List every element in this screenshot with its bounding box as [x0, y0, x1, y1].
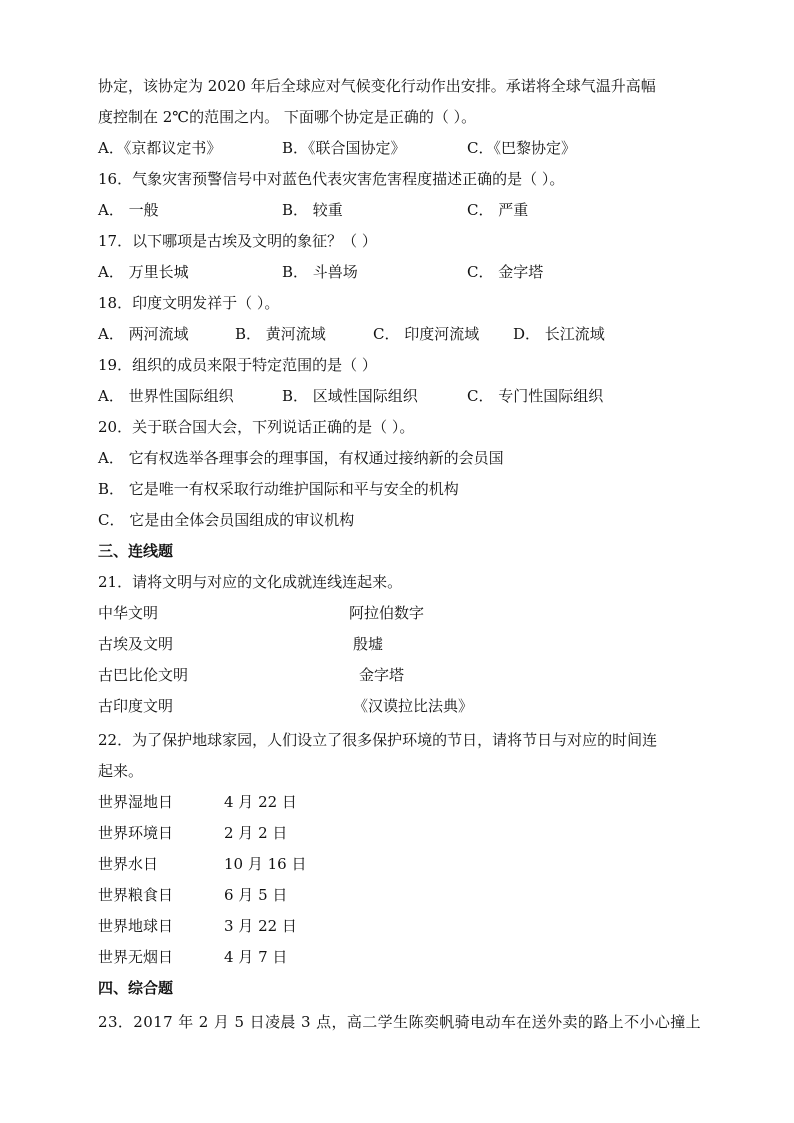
- q21-right-item: 《汉谟拉比法典》: [353, 697, 474, 715]
- q21-right-item: 殷墟: [353, 635, 384, 653]
- q22-right-item: 10 月 16 日: [224, 855, 307, 873]
- q17-stem: 17．以下哪项是古埃及文明的象征？（ ）: [98, 232, 377, 250]
- q17-option-a: A． 万里长城: [98, 263, 189, 281]
- q22-right-item: 6 月 5 日: [224, 886, 288, 904]
- q22-left-item: 世界无烟日: [98, 948, 174, 966]
- q21-left-item: 古埃及文明: [98, 635, 174, 653]
- q22-right-item: 2 月 2 日: [224, 824, 288, 842]
- q21-stem: 21．请将文明与对应的文化成就连线连起来。: [98, 573, 403, 591]
- q22-right-item: 4 月 22 日: [224, 793, 297, 811]
- q20-option-b: B． 它是唯一有权采取行动维护国际和平与安全的机构: [98, 480, 459, 498]
- q15-stem-line1: 协定，该协定为 2020 年后全球应对气候变化行动作出安排。承诺将全球气温升高幅: [98, 77, 656, 95]
- q22-stem-line2: 起来。: [98, 762, 144, 780]
- q17-option-c: C． 金字塔: [467, 263, 544, 281]
- q15-option-c: C．《巴黎协定》: [467, 139, 576, 157]
- q15-stem-line2: 度控制在 2℃的范围之内。 下面哪个协定是正确的（ ）。: [98, 108, 477, 126]
- q22-left-item: 世界地球日: [98, 917, 174, 935]
- q21-right-item: 金字塔: [359, 666, 405, 684]
- q18-option-d: D． 长江流域: [513, 325, 605, 343]
- q22-left-item: 世界粮食日: [98, 886, 174, 904]
- q19-option-a: A． 世界性国际组织: [98, 387, 234, 405]
- q18-option-a: A． 两河流域: [98, 325, 189, 343]
- q16-option-b: B． 较重: [282, 201, 343, 219]
- q18-stem: 18．印度文明发祥于（ ）。: [98, 294, 280, 312]
- q21-left-item: 古印度文明: [98, 697, 174, 715]
- q19-option-c: C． 专门性国际组织: [467, 387, 604, 405]
- q16-option-c: C． 严重: [467, 201, 529, 219]
- q17-option-b: B． 斗兽场: [282, 263, 358, 281]
- q20-stem: 20．关于联合国大会，下列说话正确的是（ ）。: [98, 418, 415, 436]
- q23-stem: 23．2017 年 2 月 5 日凌晨 3 点，高二学生陈奕帆骑电动车在送外卖的路上不小心撞上: [98, 1013, 702, 1031]
- q16-option-a: A． 一般: [98, 201, 159, 219]
- section-4-heading: 四、综合题: [98, 979, 174, 997]
- q20-option-a: A． 它有权选举各理事会的理事国，有权通过接纳新的会员国: [98, 449, 504, 467]
- q22-left-item: 世界环境日: [98, 824, 174, 842]
- q19-option-b: B． 区域性国际组织: [282, 387, 418, 405]
- q20-option-c: C． 它是由全体会员国组成的审议机构: [98, 511, 355, 529]
- q18-option-c: C． 印度河流域: [373, 325, 480, 343]
- q21-left-item: 古巴比伦文明: [98, 666, 189, 684]
- section-3-heading: 三、连线题: [98, 542, 174, 560]
- q15-option-a: A．《京都议定书》: [98, 139, 222, 157]
- q16-stem: 16．气象灾害预警信号中对蓝色代表灾害危害程度描述正确的是（ ）。: [98, 170, 565, 188]
- q15-option-b: B．《联合国协定》: [282, 139, 406, 157]
- q19-stem: 19．组织的成员来限于特定范围的是（ ）: [98, 356, 377, 374]
- q22-left-item: 世界湿地日: [98, 793, 174, 811]
- q22-left-item: 世界水日: [98, 855, 159, 873]
- q22-right-item: 4 月 7 日: [224, 948, 288, 966]
- q21-right-item: 阿拉伯数字: [349, 604, 425, 622]
- q22-stem-line1: 22．为了保护地球家园，人们设立了很多保护环境的节日，请将节日与对应的时间连: [98, 731, 658, 749]
- q18-option-b: B． 黄河流域: [235, 325, 326, 343]
- q22-right-item: 3 月 22 日: [224, 917, 297, 935]
- q21-left-item: 中华文明: [98, 604, 159, 622]
